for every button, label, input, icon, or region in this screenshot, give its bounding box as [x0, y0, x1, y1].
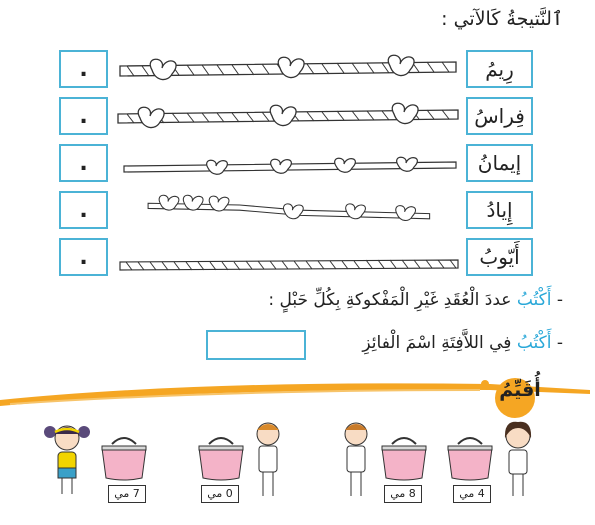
instruction-text: عددَ الْعُقَدِ غَيْرِ الْمَفْكوكةِ بِكُلِّ حَبْلٍ :	[268, 290, 512, 310]
answer-box-iyad[interactable]: .	[59, 191, 108, 229]
name-box-iyad: إِيادُ	[466, 191, 533, 229]
instruction-bullet: -	[556, 290, 563, 310]
name-box-ayoub: أَيّوبُ	[466, 238, 533, 276]
instruction-text: فِي اللاَّفِتَةِ اسْمَ الْفائِزِ	[362, 333, 512, 353]
name-box-reem: رِيمُ	[466, 50, 533, 88]
boy-figure-middle	[248, 418, 288, 498]
answer-box-reem[interactable]: .	[59, 50, 108, 88]
price-tag-3: 8 مي	[384, 485, 422, 503]
section-title: أُقَيِّمُ	[499, 379, 541, 401]
instruction-winner	[362, 333, 563, 353]
instruction-verb: أَكْتُبُ	[516, 333, 552, 353]
girl-figure-right	[496, 418, 540, 498]
answer-box-firas[interactable]: .	[59, 97, 108, 135]
price-tag-4: 4 مي	[453, 485, 491, 503]
girl-figure-left	[42, 418, 92, 498]
instruction-verb: أَكْتُبُ	[516, 290, 552, 310]
rope-reem	[112, 50, 464, 88]
purse-icon-1	[96, 434, 152, 482]
price-tag-2: 0 مي	[201, 485, 239, 503]
rope-ayoub	[112, 238, 464, 276]
name-box-firas: فِراسُ	[466, 97, 533, 135]
rope-iman	[112, 144, 464, 182]
purse-icon-2	[193, 434, 249, 482]
intro-text: ٱلنَّتيجةُ كَالآتي :	[441, 8, 563, 30]
instruction-bullet: -	[556, 333, 563, 353]
rope-iyad	[112, 186, 464, 224]
answer-box-ayoub[interactable]: .	[59, 238, 108, 276]
winner-sign-box[interactable]	[206, 330, 306, 360]
name-box-iman: إيمانُ	[466, 144, 533, 182]
purse-icon-3	[376, 434, 432, 482]
boy-figure-right	[336, 418, 376, 498]
purse-icon-4	[442, 434, 498, 482]
instruction-count-knots	[268, 290, 563, 310]
price-tag-1: 7 مي	[108, 485, 146, 503]
rope-firas	[112, 97, 464, 135]
answer-box-iman[interactable]: .	[59, 144, 108, 182]
